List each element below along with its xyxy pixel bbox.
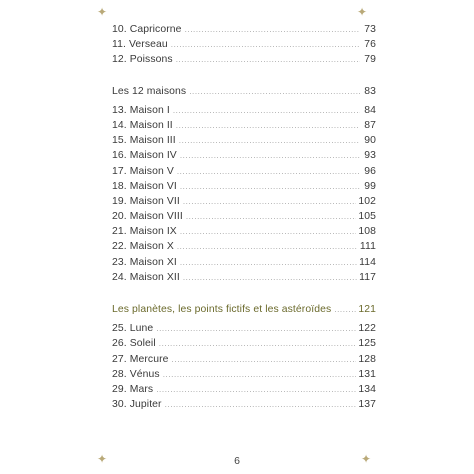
dot-leader (183, 197, 357, 206)
dot-leader (189, 87, 360, 96)
dot-leader (156, 324, 356, 333)
sparkle-star-icon: ✦ (360, 452, 372, 466)
dot-leader (177, 167, 360, 176)
dot-leader (180, 258, 357, 267)
dot-leader (180, 182, 360, 191)
toc-entry-capricorne[interactable]: 10. Capricorne ..... 73 (112, 24, 376, 39)
toc-entry-jupiter[interactable]: 30. Jupiter ..... 137 (112, 399, 376, 414)
dot-leader (159, 339, 357, 348)
toc-entry-maison-6[interactable]: 18. Maison VI ..... 99 (112, 181, 376, 196)
toc-entry-mercure[interactable]: 27. Mercure ..... 128 (112, 354, 376, 369)
dot-leader (171, 40, 360, 49)
toc-section-maisons[interactable]: Les 12 maisons ..... 83 (112, 86, 376, 101)
dot-leader (156, 385, 356, 394)
dot-leader (163, 370, 357, 379)
toc-entry-mars[interactable]: 29. Mars ..... 134 (112, 384, 376, 399)
dot-leader (173, 106, 360, 115)
toc-entry-venus[interactable]: 28. Vénus ..... 131 (112, 369, 376, 384)
toc-entry-lune[interactable]: 25. Lune ..... 122 (112, 323, 376, 338)
sparkle-star-icon: ✦ (356, 5, 368, 19)
table-of-contents (112, 24, 376, 414)
toc-entry-maison-11[interactable]: 23. Maison XI ..... 114 (112, 257, 376, 272)
toc-entry-maison-4[interactable]: 16. Maison IV ..... 93 (112, 150, 376, 165)
dot-leader (334, 305, 356, 314)
toc-entry-maison-5[interactable]: 17. Maison V ..... 96 (112, 166, 376, 181)
toc-entry-maison-3[interactable]: 15. Maison III ..... 90 (112, 135, 376, 150)
toc-entry-maison-7[interactable]: 19. Maison VII ..... 102 (112, 196, 376, 211)
toc-entry-verseau[interactable]: 11. Verseau ..... 76 (112, 39, 376, 54)
dot-leader (177, 242, 358, 251)
toc-entry-maison-9[interactable]: 21. Maison IX ..... 108 (112, 226, 376, 241)
toc-entry-soleil[interactable]: 26. Soleil ..... 125 (112, 338, 376, 353)
sparkle-star-icon: ✦ (96, 5, 108, 19)
dot-leader (180, 151, 360, 160)
dot-leader (176, 121, 360, 130)
dot-leader (186, 212, 357, 221)
dot-leader (185, 25, 360, 34)
toc-entry-maison-2[interactable]: 14. Maison II ..... 87 (112, 120, 376, 135)
dot-leader (172, 355, 357, 364)
toc-entry-poissons[interactable]: 12. Poissons ..... 79 (112, 54, 376, 69)
toc-section-planetes[interactable]: Les planètes, les points fictifs et les astéroïdes ..... 121 (112, 304, 376, 319)
dot-leader (179, 136, 360, 145)
toc-entry-maison-12[interactable]: 24. Maison XII ..... 117 (112, 272, 376, 287)
toc-entry-maison-1[interactable]: 13. Maison I ..... 84 (112, 105, 376, 120)
dot-leader (176, 55, 360, 64)
toc-entry-maison-8[interactable]: 20. Maison VIII ..... 105 (112, 211, 376, 226)
toc-entry-maison-10[interactable]: 22. Maison X ..... 111 (112, 241, 376, 256)
sparkle-star-icon: ✦ (96, 452, 108, 466)
dot-leader (165, 400, 357, 409)
dot-leader (183, 273, 357, 282)
page-number: 6 (234, 455, 240, 467)
dot-leader (180, 227, 357, 236)
